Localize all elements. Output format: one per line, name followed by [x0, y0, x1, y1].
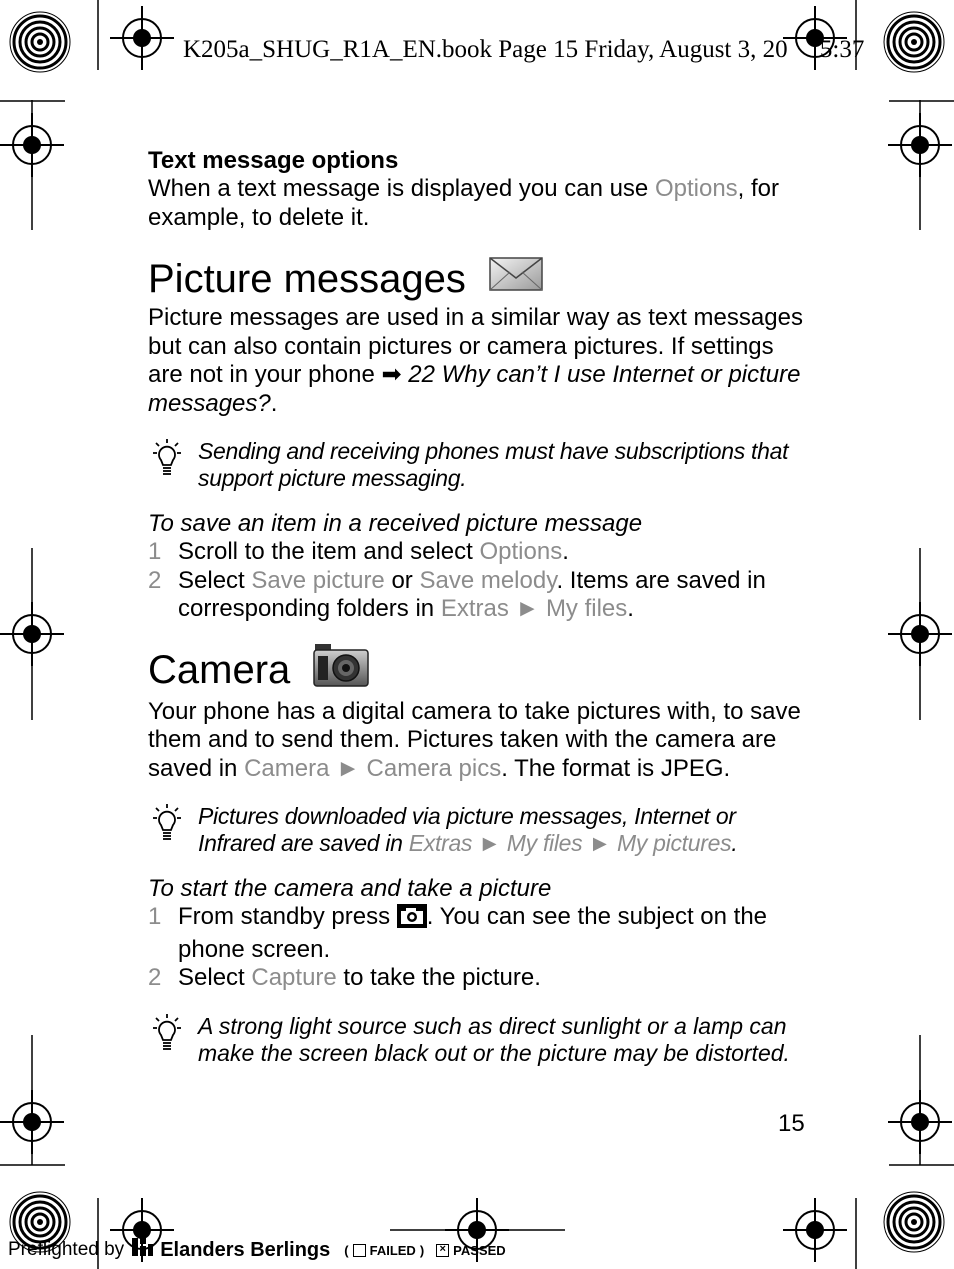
menu-options: Options: [654, 175, 738, 202]
save-item-procedure-title: To save an item in a received picture message: [148, 510, 643, 537]
preflight-footer: [8, 1236, 506, 1264]
tip-subscriptions: [148, 438, 808, 492]
body-text: .: [270, 389, 278, 417]
menu-my-files: My files: [545, 595, 628, 622]
menu-options: Options: [479, 538, 563, 565]
list-item: [148, 567, 808, 624]
camera-heading: [148, 642, 808, 698]
menu-camera-pics: Camera pics: [366, 754, 502, 782]
body-text: , for example, to delete it.: [148, 175, 780, 231]
header-text: K205a_SHUG_R1A_EN.book Page 15 Friday, August 3, 20: [183, 36, 788, 63]
reg-mark-bottom-3: [783, 1198, 847, 1262]
text: .: [731, 830, 738, 856]
menu-arrow: ►: [508, 595, 546, 622]
step-number: 2: [148, 964, 162, 991]
reg-mark-top-1: [110, 6, 174, 70]
save-item-steps: [148, 538, 808, 624]
body-text: . The format is JPEG.: [501, 754, 731, 782]
footer-prefix: Preflighted by: [8, 1239, 125, 1260]
text: . You can see the subject on the phone screen.: [178, 903, 768, 963]
text: Select: [178, 964, 252, 991]
menu-camera: Camera: [244, 754, 330, 782]
lightbulb-icon: [148, 438, 198, 492]
menu-arrow: ►: [472, 830, 507, 856]
page-content: [148, 146, 808, 1067]
camera-icon: [312, 642, 370, 698]
camera-key-icon: [397, 904, 427, 936]
step-number: 2: [148, 566, 162, 594]
footer-brand: Elanders Berlings: [160, 1238, 331, 1261]
envelope-icon: [488, 254, 546, 304]
preflight-status: [344, 1243, 505, 1258]
tip-text: Sending and receiving phones must have subscriptions that support picture messaging.: [198, 438, 789, 491]
tip-text: A strong light source such as direct sunlight or a lamp can make the screen black out or the picture may be distorted.: [198, 1012, 790, 1066]
body-text: When a text message is displayed you can use: [148, 175, 655, 202]
menu-extras: Extras: [408, 830, 473, 856]
body-text: Picture messages are used in a similar way as text messages but can also contain pictures or camera pictures. If settings are not in your phone: [148, 304, 803, 388]
menu-extras: Extras: [440, 595, 509, 622]
arrow-right-icon: ➡: [381, 361, 402, 388]
tip-downloaded-pictures: [148, 803, 808, 857]
lightbulb-icon: [148, 803, 198, 857]
elanders-logo-icon: [132, 1236, 154, 1264]
page-number: 15: [778, 1110, 805, 1137]
step-text: [178, 567, 808, 624]
text-message-options-body: [148, 175, 808, 232]
menu-my-files: My files: [506, 830, 583, 856]
picture-messages-body: [148, 304, 808, 418]
lightbulb-icon: [148, 1013, 198, 1067]
menu-capture: Capture: [251, 964, 337, 991]
menu-arrow: ►: [329, 754, 367, 782]
heading-text: Camera: [148, 647, 291, 692]
corner-starburst-tl: [10, 12, 70, 72]
failed-label: FAILED: [369, 1242, 416, 1258]
list-item: [148, 964, 808, 993]
book-header: [183, 36, 864, 64]
text: Pictures downloaded via picture messages, Internet or Infrared are saved in: [198, 803, 736, 856]
corner-starburst-tr: [884, 12, 944, 72]
text-message-options-heading: Text message options: [148, 147, 399, 174]
header-time: 5:37: [819, 36, 865, 63]
text: to take the picture.: [336, 964, 541, 991]
text: . Items are saved in corresponding folders in: [178, 566, 766, 622]
tip-text: [198, 803, 808, 857]
step-text: [178, 964, 541, 993]
corner-starburst-br: [884, 1192, 944, 1252]
menu-arrow: ►: [582, 830, 618, 856]
text: .: [562, 538, 569, 565]
list-item: [148, 538, 808, 567]
start-camera-procedure-title: To start the camera and take a picture: [148, 875, 552, 902]
heading-text: Picture messages: [148, 257, 466, 301]
cross-reference: 22 Why can’t I use Internet or picture messages?: [148, 361, 801, 417]
camera-body: [148, 698, 808, 784]
paren: (: [344, 1242, 349, 1258]
text: .: [627, 595, 634, 622]
step-number: 1: [148, 538, 162, 565]
menu-save-picture: Save picture: [251, 566, 385, 594]
list-item: [148, 903, 808, 964]
text: Select: [178, 566, 252, 594]
picture-messages-heading: [148, 254, 808, 304]
text: From standby press: [178, 903, 397, 930]
tip-strong-light: [148, 1013, 808, 1067]
text: Scroll to the item and select: [178, 538, 480, 565]
step-text: [178, 538, 569, 567]
menu-my-pictures: My pictures: [617, 830, 732, 856]
failed-checkbox: [353, 1244, 366, 1257]
paren: ): [419, 1242, 425, 1258]
menu-save-melody: Save melody: [419, 566, 557, 594]
text: or: [384, 566, 420, 594]
start-camera-steps: [148, 903, 808, 993]
body-text: Your phone has a digital camera to take pictures with, to save them and to send them. Pictures taken with the camera are saved in: [148, 697, 801, 782]
passed-label: PASSED: [453, 1242, 506, 1258]
step-text: [178, 903, 808, 964]
step-number: 1: [148, 903, 162, 930]
passed-checkbox: ×: [436, 1244, 449, 1257]
